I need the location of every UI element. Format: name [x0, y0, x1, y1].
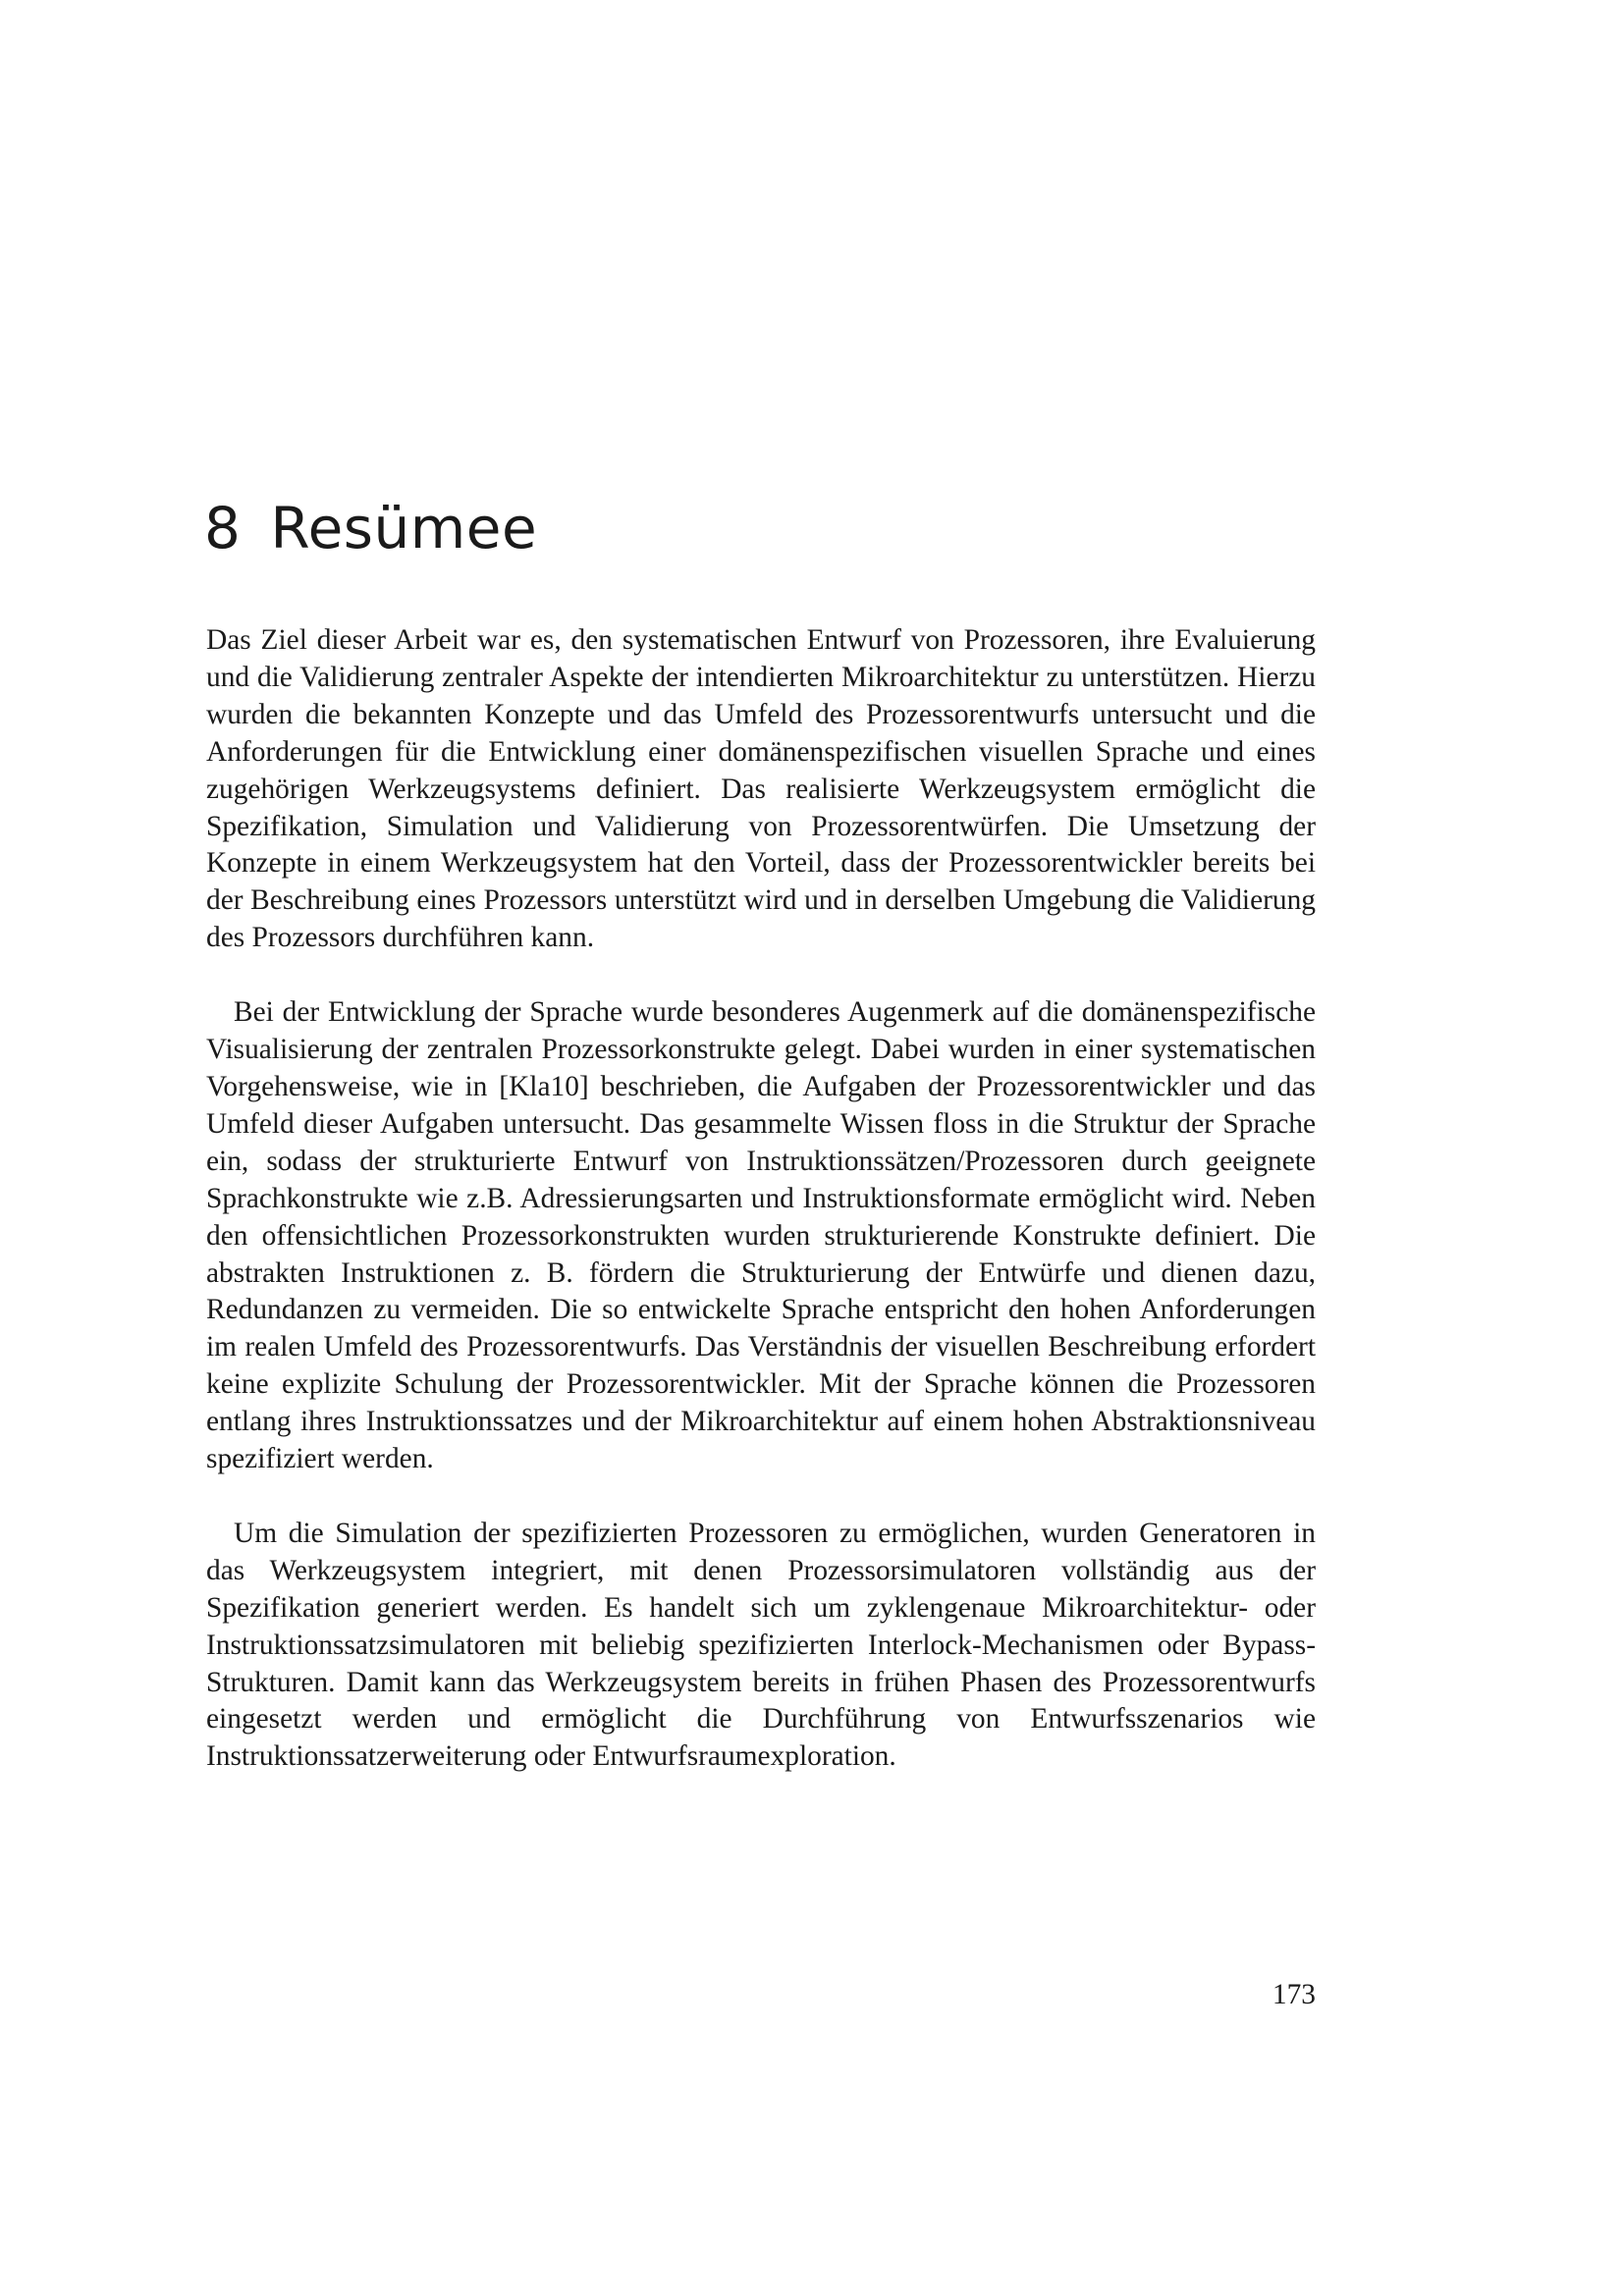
- paragraph-1: Das Ziel dieser Arbeit war es, den systematischen Entwurf von Prozessoren, ihre Evaluierung und die Validierung zentraler Aspekte der intendierten Mikroarchitektur zu unterstützen. Hierzu wurden die bekannten Konzepte und das Umfeld des Prozessorentwurfs untersucht und die Anforderungen für die Entwicklung einer domänenspezifischen visuellen Sprache und eines zugehörigen Werkzeugsystems definiert. Das realisierte Werkzeugsystem ermöglicht die Spezifikation, Simulation und Validierung von Prozessorentwürfen. Die Umsetzung der Konzepte in einem Werkzeugsystem hat den Vorteil, dass der Prozessorentwickler bereits bei der Beschreibung eines Prozessors unterstützt wird und in derselben Umgebung die Validierung des Prozessors durchführen kann.: [206, 624, 1316, 954]
- chapter-heading: [204, 489, 537, 567]
- paragraph-3: Um die Simulation der spezifizierten Prozessoren zu ermöglichen, wurden Generatoren in das Werkzeugsystem integriert, mit denen Prozessorsimulatoren vollständig aus der Spezifikation generiert werden. Es handelt sich um zyklengenaue Mikroarchitektur- oder Instruktionssatzsimulatoren mit beliebig spezifizierten Interlock-Mechanismen oder Bypass-Strukturen. Damit kann das Werkzeugsystem bereits in frühen Phasen des Prozessorentwurfs eingesetzt werden und ermöglicht die Durchführung von Entwurfsszenarios wie Instruktionssatzerweiterung oder Entwurfsraumexploration.: [206, 1517, 1316, 1773]
- page-number: 173: [1272, 1979, 1316, 2010]
- paragraph-2: Bei der Entwicklung der Sprache wurde besonderes Augenmerk auf die domänenspezifische Visualisierung der zentralen Prozessorkonstrukte gelegt. Dabei wurden in einer systematischen Vorgehensweise, wie in [Kla10] beschrieben, die Aufgaben der Prozessorentwickler und das Umfeld dieser Aufgaben untersucht. Das gesammelte Wissen floss in die Struktur der Sprache ein, sodass der strukturierte Entwurf von Instruktionssätzen/Prozessoren durch geeignete Sprachkonstrukte wie z.B. Adressierungsarten und Instruktionsformate ermöglicht wird. Neben den offensichtlichen Prozessorkonstrukten wurden strukturierende Konstrukte definiert. Die abstrakten Instruktionen z. B. fördern die Strukturierung der Entwürfe und dienen dazu, Redundanzen zu vermeiden. Die so entwickelte Sprache entspricht den hohen Anforderungen im realen Umfeld des Prozessorentwurfs. Das Verständnis der visuellen Beschreibung erfordert keine explizite Schulung der Prozessorentwickler. Mit der Sprache können die Prozessoren entlang ihres Instruktionssatzes und der Mikroarchitektur auf einem hohen Abstraktionsniveau spezifiziert werden.: [206, 996, 1316, 1475]
- chapter-title: Resümee: [270, 495, 538, 561]
- body-text: [206, 622, 1316, 1776]
- chapter-number: 8: [204, 495, 242, 561]
